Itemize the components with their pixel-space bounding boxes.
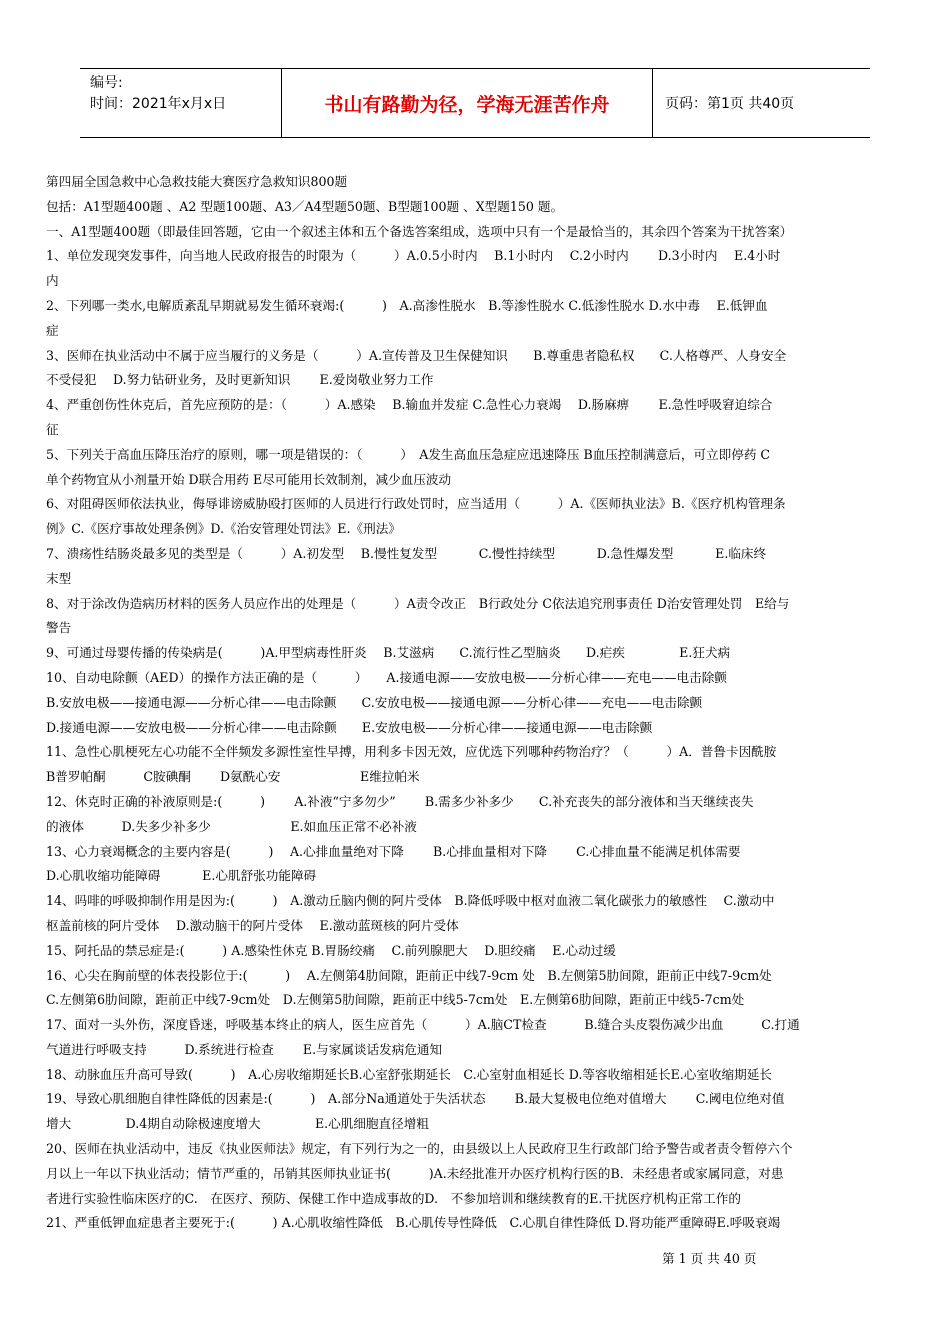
text-line: 气道进行呼吸支持 D.系统进行检查 E.与家属谈话发病危通知 <box>46 1041 443 1057</box>
text-line: 8、对于涂改伪造病历材料的医务人员应作出的处理是（ ）A责令改正 B行政处分 C依法追究刑事责任 D治安管理处罚 E给与 <box>46 595 790 611</box>
text-line: 10、自动电除颤（AED）的操作方法正确的是（ ） A.接通电源——安放电极——分析心律——充电——电击除颤 <box>46 669 727 685</box>
text-line: 12、休克时正确的补液原则是:( ) A.补液“宁多勿少” B.需多少补多少 C.补充丧失的部分液体和当天继续丧失 <box>46 793 754 809</box>
text-line: 5、下列关于高血压降压治疗的原则，哪一项是错误的：（ ） A发生高血压急症应迅速降压 B血压控制满意后，可立即停药 C <box>46 446 771 462</box>
text-line: 增大 D.4期自动除极速度增大 E.心肌细胞直径增粗 <box>46 1116 429 1132</box>
text-line: 9、可通过母婴传播的传染病是( )A.甲型病毒性肝炎 B.艾滋病 C.流行性乙型脑炎 D.疟疾 E.狂犬病 <box>46 645 731 661</box>
text-line: 第四届全国急救中心急救技能大赛医疗急救知识800题 <box>46 174 348 189</box>
text-line: 7、溃疡性结肠炎最多见的类型是（ ）A.初发型 B.慢性复发型 C.慢性持续型 D.急性爆发型 E.临床终 <box>46 545 767 561</box>
text-line: 月以上一年以下执业活动；情节严重的，吊销其医师执业证书( )A.未经批准开办医疗机构行医的B．未经患者或家属同意，对患 <box>46 1165 784 1181</box>
text-line: 19、导致心肌细胞自律性降低的因素是:( ) A.部分Na通道处于失活状态 B.最大复极电位绝对值增大 C.阈电位绝对值 <box>46 1091 785 1107</box>
header-page-info: 页码：第1页 共40页 <box>665 96 795 112</box>
text-line: 1、单位发现突发事件，向当地人民政府报告的时限为（ ）A.0.5小时内 B.1小时内 C.2小时内 D.3小时内 E.4小时 <box>46 248 781 264</box>
text-line: 例》C.《医疗事故处理条例》D.《治安管理处罚法》E.《刑法》 <box>46 521 401 537</box>
page-header <box>80 68 870 138</box>
text-line: 一、A1型题400题（即最佳回答题，它由一个叙述主体和五个备选答案组成，选项中只有一个是最恰当的，其余四个答案为干扰答案） <box>46 223 793 239</box>
text-line: 者进行实验性临床医疗的C. 在医疗、预防、保健工作中造成事故的D. 不参加培训和继续教育的E.干扰医疗机构正常工作的 <box>46 1190 741 1206</box>
text-line: 17、面对一头外伤，深度昏迷，呼吸基本终止的病人，医生应首先（ ）A.脑CT检查 B.缝合头皮裂伤减少出血 C.打通 <box>46 1017 800 1033</box>
text-line: 2、下列哪一类水,电解质紊乱早期就易发生循环衰竭:( ) A.高渗性脱水 B.等渗性脱水 C.低渗性脱水 D.水中毒 E.低钾血 <box>46 297 768 313</box>
header-meta <box>80 69 282 137</box>
text-line: 枢盖前核的阿片受体 D.激动脑干的阿片受体 E.激动蓝斑核的阿片受体 <box>46 917 459 933</box>
text-line: 的液体 D.失多少补多少 E.如血压正常不必补液 <box>46 818 417 834</box>
page-footer: 第 1 页 共 40 页 <box>662 1251 757 1266</box>
document-body <box>46 170 902 1236</box>
text-line: C.左侧第6肋间隙，距前正中线7-9cm处 D.左侧第5肋间隙，距前正中线5-7cm处 E.左侧第6肋间隙，距前正中线5-7cm处 <box>46 992 745 1008</box>
text-line: 内 <box>46 273 59 289</box>
text-line: 4、严重创伤性休克后，首先应预防的是：（ ）A.感染 B.输血并发症 C.急性心力衰竭 D.肠麻痹 E.急性呼吸窘迫综合 <box>46 397 773 413</box>
text-line: 14、吗啡的呼吸抑制作用是因为:( ) A.激动丘脑内侧的阿片受体 B.降低呼吸中枢对血液二氧化碳张力的敏感性 C.激动中 <box>46 893 775 909</box>
text-line: 症 <box>46 322 59 338</box>
text-line: 15、阿托品的禁忌症是:( ) A.感染性休克 B.胃肠绞痛 C.前列腺肥大 D.胆绞痛 E.心动过缓 <box>46 942 616 958</box>
text-line: 18、动脉血压升高可导致( ) A.心房收缩期延长B.心室舒张期延长 C.心室射血相延长 D.等容收缩相延长E.心室收缩期延长 <box>46 1066 772 1082</box>
text-line: 警告 <box>46 620 72 636</box>
text-line: 征 <box>46 421 59 437</box>
document-number-label: 编号: <box>90 75 123 91</box>
text-line: 包括：A1型题400题 、A2 型题100题、A3／A4型题50题、B型题100题 、X型题150 题。 <box>46 198 564 214</box>
text-line: D.心肌收缩功能障碍 E.心肌舒张功能障碍 <box>46 868 317 884</box>
header-motto: 书山有路勤为径，学海无涯苦作舟 <box>282 69 653 137</box>
text-line: 末型 <box>46 570 72 586</box>
text-line: B.安放电极——接通电源——分析心律——电击除颤 C.安放电极——接通电源——分析心律——充电——电击除颤 <box>46 694 703 710</box>
document-time-label: 时间：2021年x月x日 <box>90 96 227 112</box>
text-line: B普罗帕酮 C胺碘酮 D氨酰心安 E维拉帕米 <box>46 769 420 785</box>
text-line: 21、严重低钾血症患者主要死于:( ) A.心肌收缩性降低 B.心肌传导性降低 C.心肌自律性降低 D.肾功能严重障碍E.呼吸衰竭 <box>46 1215 781 1231</box>
text-line: 不受侵犯 D.努力钻研业务，及时更新知识 E.爱岗敬业努力工作 <box>46 372 434 388</box>
text-line: 13、心力衰竭概念的主要内容是( ) A.心排血量绝对下降 B.心排血量相对下降 C.心排血量不能满足机体需要 <box>46 843 741 859</box>
text-line: 16、心尖在胸前壁的体表投影位于:( ) A.左侧第4肋间隙，距前正中线7-9cm 处 B.左侧第5肋间隙，距前正中线7-9cm处 <box>46 967 772 983</box>
text-line: 3、医师在执业活动中不属于应当履行的义务是（ ）A.宣传普及卫生保健知识 B.尊重患者隐私权 C.人格尊严、人身安全 <box>46 347 787 363</box>
text-line: 6、对阻碍医师依法执业，侮辱诽谤威胁殴打医师的人员进行行政处罚时，应当适用（ ）A.《医师执业法》B.《医疗机构管理条 <box>46 496 786 512</box>
text-line: 11、急性心肌梗死左心功能不全伴频发多源性室性早搏，用利多卡因无效，应优选下列哪种药物治疗？（ ）A．普鲁卡因酰胺 <box>46 744 777 760</box>
text-line: 20、医师在执业活动中，违反《执业医师法》规定，有下列行为之一的，由县级以上人民政府卫生行政部门给予警告或者责令暂停六个 <box>46 1141 793 1157</box>
text-line: D.接通电源——安放电极——分析心律——电击除颤 E.安放电极——分析心律——接通电源——电击除颤 <box>46 719 653 735</box>
text-line: 单个药物宜从小剂量开始 D联合用药 E尽可能用长效制剂，减少血压波动 <box>46 471 452 487</box>
